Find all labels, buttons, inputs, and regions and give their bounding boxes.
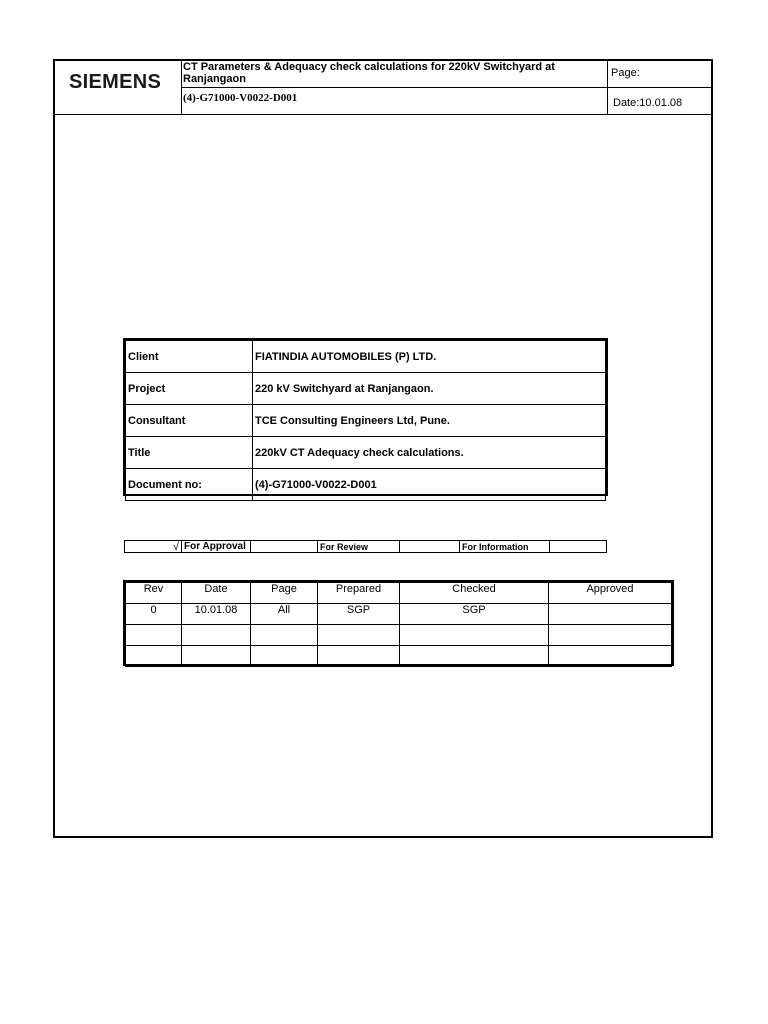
for-review-label: For Review [317,541,399,552]
table-cell [400,646,549,667]
document-title: CT Parameters & Adequacy check calculations for 220kV Switchyard at Ranjangaon [183,61,555,85]
revision-table [123,580,674,666]
column-header: Date [182,583,251,604]
table-cell [400,625,549,646]
date-label: Date:10.01.08 [613,97,683,109]
info-value: FIATINDIA AUTOMOBILES (P) LTD. [253,341,606,373]
table-cell: All [251,604,318,625]
info-value: 220 kV Switchyard at Ranjangaon. [253,373,606,405]
info-row [126,373,606,405]
info-key: Project [126,373,253,405]
info-row [126,405,606,437]
table-row [126,604,672,625]
table-cell [251,646,318,667]
table-cell [318,625,400,646]
column-header: Page [251,583,318,604]
info-row [126,437,606,469]
info-key: Client [126,341,253,373]
review-box [399,541,459,552]
project-info-table [123,338,608,496]
for-approval-label: For Approval [181,541,250,552]
info-value: (4)-G71000-V0022-D001 [253,469,606,501]
table-cell [549,625,672,646]
table-cell: SGP [400,604,549,625]
header-row-divider [181,87,711,88]
table-cell [182,625,251,646]
column-header: Rev [126,583,182,604]
approval-box [250,541,317,552]
table-cell [549,604,672,625]
info-key: Document no: [126,469,253,501]
siemens-logo: SIEMENS [69,71,162,93]
for-information-label: For Information [459,541,549,552]
info-row [126,469,606,501]
table-cell [318,646,400,667]
column-header: Checked [400,583,549,604]
info-value: 220kV CT Adequacy check calculations. [253,437,606,469]
info-row [126,341,606,373]
status-bar [124,540,607,553]
revision-header-row [126,583,672,604]
table-cell: 0 [126,604,182,625]
table-cell [549,646,672,667]
table-row [126,625,672,646]
info-key: Consultant [126,405,253,437]
column-header: Prepared [318,583,400,604]
table-cell [126,625,182,646]
document-header [55,61,711,115]
table-row [126,646,672,667]
header-doc-number: (4)-G71000-V0022-D001 [183,92,298,104]
table-cell: SGP [318,604,400,625]
table-cell [182,646,251,667]
table-cell [126,646,182,667]
info-key: Title [126,437,253,469]
table-cell [251,625,318,646]
information-box [549,541,608,552]
table-cell: 10.01.08 [182,604,251,625]
approval-check-mark: √ [172,541,179,553]
column-header: Approved [549,583,672,604]
page-label: Page: [611,67,640,79]
info-value: TCE Consulting Engineers Ltd, Pune. [253,405,606,437]
